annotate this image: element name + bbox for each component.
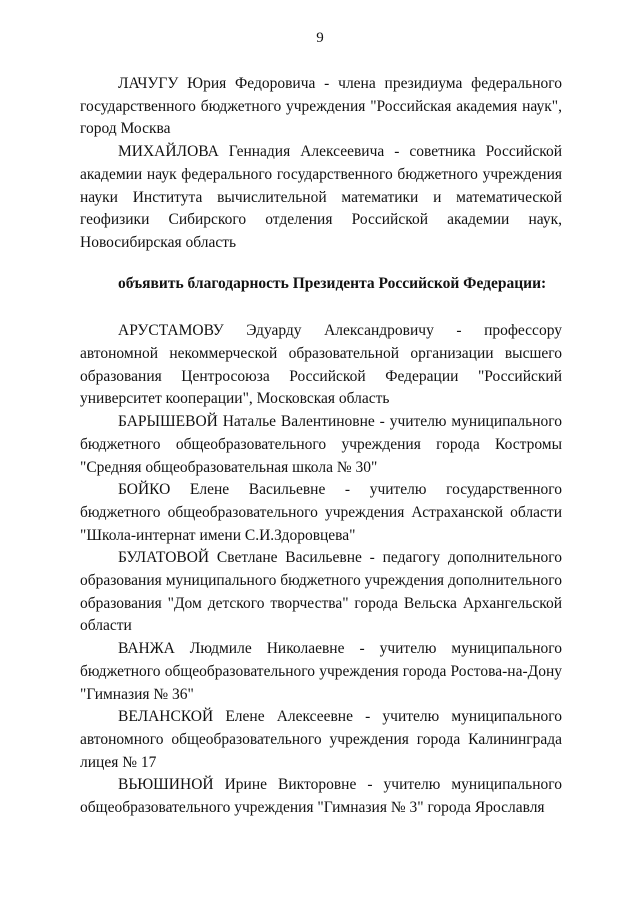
award-entry: ВАНЖА Людмиле Николаевне - учителю муниципального бюджетного общеобразовательного учреждения города Ростова-на-Дону "Гимназия № 36": [80, 640, 562, 703]
award-entry: БОЙКО Елене Васильевне - учителю государственного бюджетного общеобразовательного учреждения Астраханской области "Школа-интернат имени С.И.Здоровцева": [80, 481, 562, 544]
award-entry: АРУСТАМОВУ Эдуарду Александровичу - профессору автономной некоммерческой образовательной организации высшего образования Центросоюза Российской Федерации "Российский университет кооперации", Московская область: [80, 322, 562, 408]
award-entry: ВЕЛАНСКОЙ Елене Алексеевне - учителю муниципального автономного общеобразовательного учреждения города Калининграда лицея № 17: [80, 708, 562, 771]
award-entry: МИХАЙЛОВА Геннадия Алексеевича - советника Российской академии наук федерального государственного бюджетного учреждения науки Института вычислительной математики и математической геофизики Сибирского отделения Российской академии наук, Новосибирская область: [80, 143, 562, 251]
award-entry: БУЛАТОВОЙ Светлане Васильевне - педагогу дополнительного образования муниципального бюджетного учреждения дополнительного образования "Дом детского творчества" города Вельска Архангельской области: [80, 549, 562, 635]
award-entry: БАРЫШЕВОЙ Наталье Валентиновне - учителю муниципального бюджетного общеобразовательного учреждения города Костромы "Средняя общеобразовательная школа № 30": [80, 413, 562, 476]
document-body: [80, 73, 562, 820]
award-entry: ВЬЮШИНОЙ Ирине Викторовне - учителю муниципального общеобразовательного учреждения "Гимназия № 3" города Ярославля: [80, 776, 562, 817]
section-heading: объявить благодарность Президента Российской Федерации:: [118, 274, 547, 292]
page-number: 9: [316, 30, 324, 46]
award-entry: ЛАЧУГУ Юрия Федоровича - члена президиума федерального государственного бюджетного учреждения "Российская академия наук", город Москва: [80, 75, 562, 138]
